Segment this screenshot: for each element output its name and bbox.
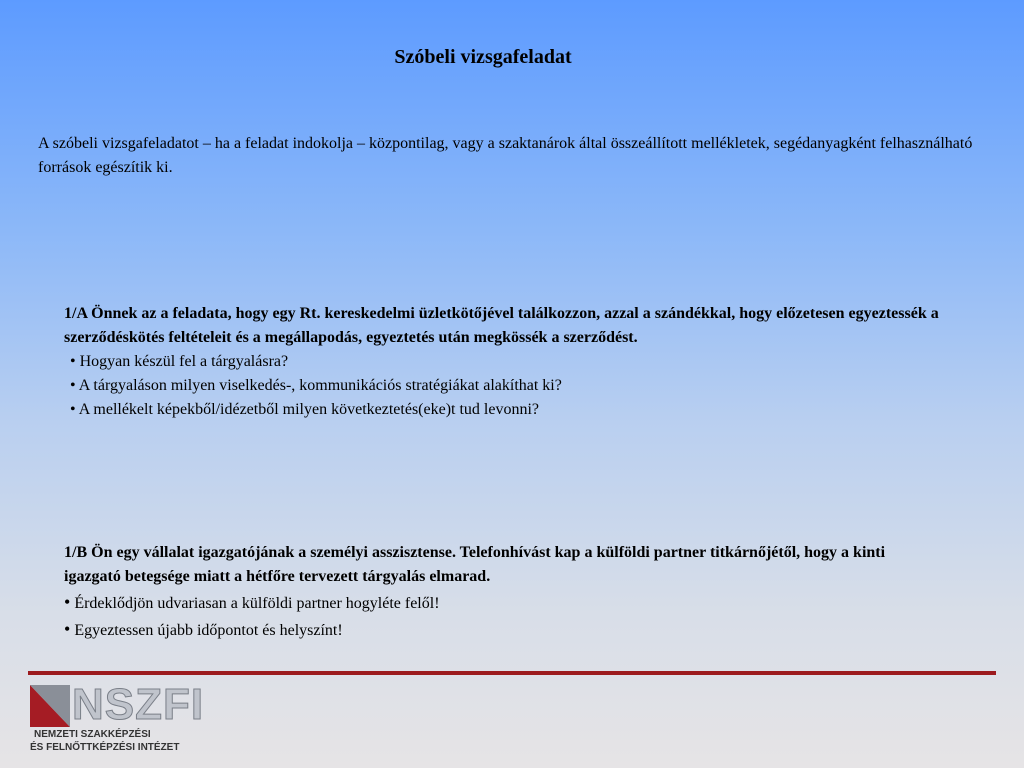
task-b-heading: 1/B Ön egy vállalat igazgatójának a személyi asszisztense. Telefonhívást kap a külföldi partner titkárnőjétől, hogy a kinti igazgató betegsége miatt a hétfőre tervezett tárgyalás elmarad. [64,544,886,585]
task-a-block [64,302,964,422]
intro-paragraph: A szóbeli vizsgafeladatot – ha a feladat indokolja – központilag, vagy a szaktanárok által összeállított mellékletek, segédanyagként felhasználható források egészítik ki. [38,135,973,176]
footer-divider [28,671,996,675]
task-b-bullet [64,617,924,643]
bullet-dot-icon: • [64,619,71,639]
nszfi-logo [30,680,210,755]
task-a-bullet: • A mellékelt képekből/idézetből milyen következtetés(eke)t tud levonni? [70,401,540,418]
task-a-bullet: • A tárgyaláson milyen viselkedés-, kommunikációs stratégiákat alakíthat ki? [70,377,562,394]
task-b-bullet-text: Egyeztessen újabb időpontot és helyszínt! [74,622,343,639]
task-b-block [64,541,924,643]
logo-subtitle-line1: NEMZETI SZAKKÉPZÉSI [34,729,151,740]
page-title: Szóbeli vizsgafeladat [394,46,572,68]
logo-wordmark: NSZFI [72,680,205,729]
bullet-dot-icon: • [64,592,71,612]
logo-subtitle-line2: ÉS FELNŐTTKÉPZÉSI INTÉZET [30,742,180,753]
task-b-bullet-text: Érdeklődjön udvariasan a külföldi partner hogyléte felől! [74,595,440,612]
task-b-bullet [64,590,924,616]
nszfi-logo-mark-icon [30,685,70,727]
task-a-bullet: • Hogyan készül fel a tárgyalásra? [70,353,289,370]
task-a-heading: 1/A Önnek az a feladata, hogy egy Rt. kereskedelmi üzletkötőjével találkozzon, azzal a szándékkal, hogy előzetesen egyeztessék a szerződéskötés feltételeit és a megállapodás, egyeztetés után megkössék a szerződést. [64,305,939,346]
